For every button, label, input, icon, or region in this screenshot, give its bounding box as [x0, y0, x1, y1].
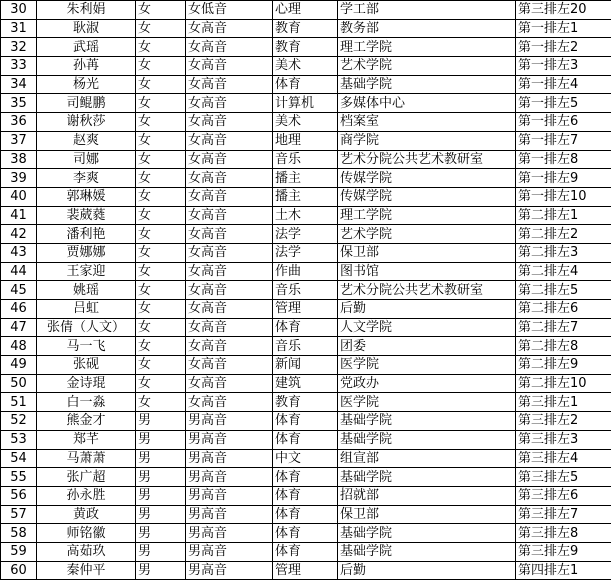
table-row: [1, 337, 611, 356]
row-number: 58: [1, 524, 37, 543]
member-sex: 男: [136, 524, 186, 543]
voice-part: 女高音: [186, 300, 273, 319]
member-sex: 女: [136, 243, 186, 262]
member-unit: 档案室: [338, 113, 516, 132]
table-row: [1, 300, 611, 319]
member-name: 赵爽: [37, 131, 136, 150]
member-unit: 基础学院: [338, 524, 516, 543]
member-name: 司娜: [37, 150, 136, 169]
member-name: 秦仲平: [37, 561, 136, 580]
member-sex: 女: [136, 300, 186, 319]
row-number: 40: [1, 187, 37, 206]
member-unit: 传媒学院: [338, 169, 516, 188]
member-major: 体育: [273, 468, 338, 487]
member-sex: 女: [136, 337, 186, 356]
member-name: 王家迎: [37, 262, 136, 281]
member-name: 司鲲鹏: [37, 94, 136, 113]
roster-body: [1, 1, 611, 580]
seat-position: 第二排左1: [516, 206, 611, 225]
seat-position: 第三排左1: [516, 393, 611, 412]
voice-part: 男高音: [186, 561, 273, 580]
member-unit: 医学院: [338, 356, 516, 375]
row-number: 55: [1, 468, 37, 487]
voice-part: 女高音: [186, 262, 273, 281]
voice-part: 女高音: [186, 131, 273, 150]
member-major: 体育: [273, 505, 338, 524]
member-name: 武瑶: [37, 38, 136, 57]
seat-position: 第一排左5: [516, 94, 611, 113]
seat-position: 第二排左3: [516, 243, 611, 262]
row-number: 52: [1, 412, 37, 431]
voice-part: 女高音: [186, 169, 273, 188]
member-major: 美术: [273, 57, 338, 76]
table-row: [1, 1, 611, 20]
member-sex: 男: [136, 505, 186, 524]
member-name: 郭琳媛: [37, 187, 136, 206]
voice-part: 男高音: [186, 468, 273, 487]
row-number: 31: [1, 19, 37, 38]
member-sex: 男: [136, 430, 186, 449]
member-sex: 女: [136, 393, 186, 412]
member-sex: 女: [136, 281, 186, 300]
member-major: 体育: [273, 430, 338, 449]
member-sex: 女: [136, 94, 186, 113]
seat-position: 第一排左3: [516, 57, 611, 76]
voice-part: 男高音: [186, 449, 273, 468]
table-row: [1, 206, 611, 225]
member-major: 管理: [273, 561, 338, 580]
member-unit: 艺术学院: [338, 57, 516, 76]
seat-position: 第一排左6: [516, 113, 611, 132]
seat-position: 第二排左4: [516, 262, 611, 281]
table-row: [1, 262, 611, 281]
table-row: [1, 19, 611, 38]
member-major: 音乐: [273, 337, 338, 356]
member-name: 孙永胜: [37, 486, 136, 505]
seat-position: 第一排左10: [516, 187, 611, 206]
member-major: 体育: [273, 75, 338, 94]
member-name: 李爽: [37, 169, 136, 188]
member-sex: 女: [136, 1, 186, 20]
member-unit: 保卫部: [338, 505, 516, 524]
member-major: 体育: [273, 524, 338, 543]
member-name: 裴葳蕤: [37, 206, 136, 225]
voice-part: 女高音: [186, 206, 273, 225]
table-row: [1, 542, 611, 561]
seat-position: 第一排左8: [516, 150, 611, 169]
member-unit: 教务部: [338, 19, 516, 38]
member-sex: 女: [136, 150, 186, 169]
row-number: 35: [1, 94, 37, 113]
member-name: 黄政: [37, 505, 136, 524]
member-sex: 女: [136, 169, 186, 188]
member-name: 高茹玖: [37, 542, 136, 561]
member-unit: 组宣部: [338, 449, 516, 468]
seat-position: 第二排左7: [516, 318, 611, 337]
member-sex: 女: [136, 225, 186, 244]
seat-position: 第三排左3: [516, 430, 611, 449]
member-name: 张倩（人文）: [37, 318, 136, 337]
member-major: 体育: [273, 542, 338, 561]
voice-part: 女高音: [186, 113, 273, 132]
row-number: 33: [1, 57, 37, 76]
seat-position: 第三排左8: [516, 524, 611, 543]
row-number: 41: [1, 206, 37, 225]
row-number: 59: [1, 542, 37, 561]
member-major: 建筑: [273, 374, 338, 393]
member-major: 作曲: [273, 262, 338, 281]
member-sex: 男: [136, 542, 186, 561]
member-major: 中文: [273, 449, 338, 468]
voice-part: 女高音: [186, 243, 273, 262]
voice-part: 女高音: [186, 393, 273, 412]
seat-position: 第三排左6: [516, 486, 611, 505]
seat-position: 第一排左7: [516, 131, 611, 150]
member-name: 孙苒: [37, 57, 136, 76]
member-sex: 女: [136, 113, 186, 132]
member-sex: 女: [136, 19, 186, 38]
member-name: 马一飞: [37, 337, 136, 356]
member-name: 马萧萧: [37, 449, 136, 468]
voice-part: 男高音: [186, 412, 273, 431]
table-row: [1, 57, 611, 76]
seat-position: 第三排左9: [516, 542, 611, 561]
member-unit: 后勤: [338, 300, 516, 319]
member-sex: 女: [136, 206, 186, 225]
table-row: [1, 38, 611, 57]
member-sex: 女: [136, 374, 186, 393]
row-number: 43: [1, 243, 37, 262]
member-name: 郑芊: [37, 430, 136, 449]
row-number: 48: [1, 337, 37, 356]
row-number: 30: [1, 1, 37, 20]
member-name: 姚瑶: [37, 281, 136, 300]
member-sex: 男: [136, 412, 186, 431]
table-row: [1, 318, 611, 337]
table-row: [1, 187, 611, 206]
row-number: 60: [1, 561, 37, 580]
member-sex: 女: [136, 318, 186, 337]
member-unit: 艺术分院公共艺术教研室: [338, 150, 516, 169]
row-number: 49: [1, 356, 37, 375]
voice-part: 女高音: [186, 281, 273, 300]
voice-part: 女高音: [186, 19, 273, 38]
member-sex: 女: [136, 38, 186, 57]
member-unit: 理工学院: [338, 38, 516, 57]
table-row: [1, 243, 611, 262]
table-row: [1, 524, 611, 543]
voice-part: 女高音: [186, 318, 273, 337]
voice-part: 女高音: [186, 187, 273, 206]
member-major: 土木: [273, 206, 338, 225]
member-name: 谢秋莎: [37, 113, 136, 132]
member-major: 音乐: [273, 281, 338, 300]
voice-part: 女高音: [186, 356, 273, 375]
member-major: 体育: [273, 412, 338, 431]
seat-position: 第三排左20: [516, 1, 611, 20]
row-number: 32: [1, 38, 37, 57]
voice-part: 女低音: [186, 1, 273, 20]
table-row: [1, 393, 611, 412]
table-row: [1, 374, 611, 393]
member-unit: 招就部: [338, 486, 516, 505]
row-number: 44: [1, 262, 37, 281]
row-number: 57: [1, 505, 37, 524]
member-major: 地理: [273, 131, 338, 150]
member-major: 美术: [273, 113, 338, 132]
member-major: 计算机: [273, 94, 338, 113]
table-row: [1, 225, 611, 244]
table-row: [1, 94, 611, 113]
table-row: [1, 486, 611, 505]
member-unit: 基础学院: [338, 468, 516, 487]
member-major: 教育: [273, 38, 338, 57]
voice-part: 女高音: [186, 38, 273, 57]
table-row: [1, 75, 611, 94]
member-name: 吕虹: [37, 300, 136, 319]
table-row: [1, 468, 611, 487]
member-name: 张砚: [37, 356, 136, 375]
member-sex: 女: [136, 75, 186, 94]
member-unit: 商学院: [338, 131, 516, 150]
member-major: 播主: [273, 169, 338, 188]
seat-position: 第一排左1: [516, 19, 611, 38]
member-major: 新闻: [273, 356, 338, 375]
table-row: [1, 430, 611, 449]
row-number: 36: [1, 113, 37, 132]
seat-position: 第三排左4: [516, 449, 611, 468]
table-row: [1, 356, 611, 375]
row-number: 34: [1, 75, 37, 94]
member-name: 金诗琨: [37, 374, 136, 393]
row-number: 50: [1, 374, 37, 393]
member-unit: 团委: [338, 337, 516, 356]
row-number: 42: [1, 225, 37, 244]
member-sex: 女: [136, 131, 186, 150]
member-unit: 医学院: [338, 393, 516, 412]
seat-position: 第四排左1: [516, 561, 611, 580]
seat-position: 第二排左2: [516, 225, 611, 244]
member-unit: 党政办: [338, 374, 516, 393]
member-unit: 基础学院: [338, 430, 516, 449]
member-major: 体育: [273, 486, 338, 505]
member-major: 心理: [273, 1, 338, 20]
member-major: 教育: [273, 19, 338, 38]
member-sex: 女: [136, 57, 186, 76]
seat-position: 第二排左10: [516, 374, 611, 393]
member-major: 管理: [273, 300, 338, 319]
member-sex: 男: [136, 486, 186, 505]
member-major: 体育: [273, 318, 338, 337]
member-unit: 艺术分院公共艺术教研室: [338, 281, 516, 300]
member-name: 白一淼: [37, 393, 136, 412]
voice-part: 女高音: [186, 337, 273, 356]
table-row: [1, 281, 611, 300]
member-unit: 保卫部: [338, 243, 516, 262]
voice-part: 女高音: [186, 150, 273, 169]
seat-position: 第二排左5: [516, 281, 611, 300]
row-number: 54: [1, 449, 37, 468]
voice-part: 男高音: [186, 430, 273, 449]
seat-position: 第三排左2: [516, 412, 611, 431]
member-major: 法学: [273, 243, 338, 262]
row-number: 45: [1, 281, 37, 300]
table-row: [1, 412, 611, 431]
member-unit: 基础学院: [338, 75, 516, 94]
table-row: [1, 150, 611, 169]
member-unit: 学工部: [338, 1, 516, 20]
table-row: [1, 505, 611, 524]
table-row: [1, 169, 611, 188]
member-unit: 图书馆: [338, 262, 516, 281]
member-unit: 基础学院: [338, 412, 516, 431]
voice-part: 男高音: [186, 524, 273, 543]
member-sex: 女: [136, 356, 186, 375]
member-major: 教育: [273, 393, 338, 412]
member-unit: 后勤: [338, 561, 516, 580]
table-row: [1, 449, 611, 468]
voice-part: 男高音: [186, 542, 273, 561]
member-name: 张广超: [37, 468, 136, 487]
seat-position: 第三排左5: [516, 468, 611, 487]
row-number: 56: [1, 486, 37, 505]
voice-part: 女高音: [186, 374, 273, 393]
member-unit: 艺术学院: [338, 225, 516, 244]
member-name: 熊金才: [37, 412, 136, 431]
member-major: 播主: [273, 187, 338, 206]
seat-position: 第二排左8: [516, 337, 611, 356]
table-row: [1, 113, 611, 132]
row-number: 39: [1, 169, 37, 188]
member-name: 师铭徽: [37, 524, 136, 543]
member-unit: 基础学院: [338, 542, 516, 561]
member-sex: 男: [136, 449, 186, 468]
member-unit: 传媒学院: [338, 187, 516, 206]
row-number: 53: [1, 430, 37, 449]
seat-position: 第一排左9: [516, 169, 611, 188]
table-row: [1, 131, 611, 150]
voice-part: 男高音: [186, 505, 273, 524]
seat-position: 第二排左6: [516, 300, 611, 319]
voice-part: 女高音: [186, 75, 273, 94]
member-unit: 人文学院: [338, 318, 516, 337]
seat-position: 第一排左2: [516, 38, 611, 57]
row-number: 46: [1, 300, 37, 319]
voice-part: 男高音: [186, 486, 273, 505]
member-name: 潘利艳: [37, 225, 136, 244]
voice-part: 女高音: [186, 94, 273, 113]
row-number: 37: [1, 131, 37, 150]
member-sex: 男: [136, 561, 186, 580]
member-major: 音乐: [273, 150, 338, 169]
member-name: 杨光: [37, 75, 136, 94]
voice-part: 女高音: [186, 225, 273, 244]
member-name: 耿淑: [37, 19, 136, 38]
member-sex: 女: [136, 187, 186, 206]
voice-part: 女高音: [186, 57, 273, 76]
row-number: 47: [1, 318, 37, 337]
member-unit: 理工学院: [338, 206, 516, 225]
seat-position: 第二排左9: [516, 356, 611, 375]
member-unit: 多媒体中心: [338, 94, 516, 113]
member-name: 贾娜娜: [37, 243, 136, 262]
member-sex: 男: [136, 468, 186, 487]
member-name: 朱利娟: [37, 1, 136, 20]
seat-position: 第一排左4: [516, 75, 611, 94]
member-sex: 女: [136, 262, 186, 281]
seat-position: 第三排左7: [516, 505, 611, 524]
row-number: 51: [1, 393, 37, 412]
row-number: 38: [1, 150, 37, 169]
table-row: [1, 561, 611, 580]
member-major: 法学: [273, 225, 338, 244]
